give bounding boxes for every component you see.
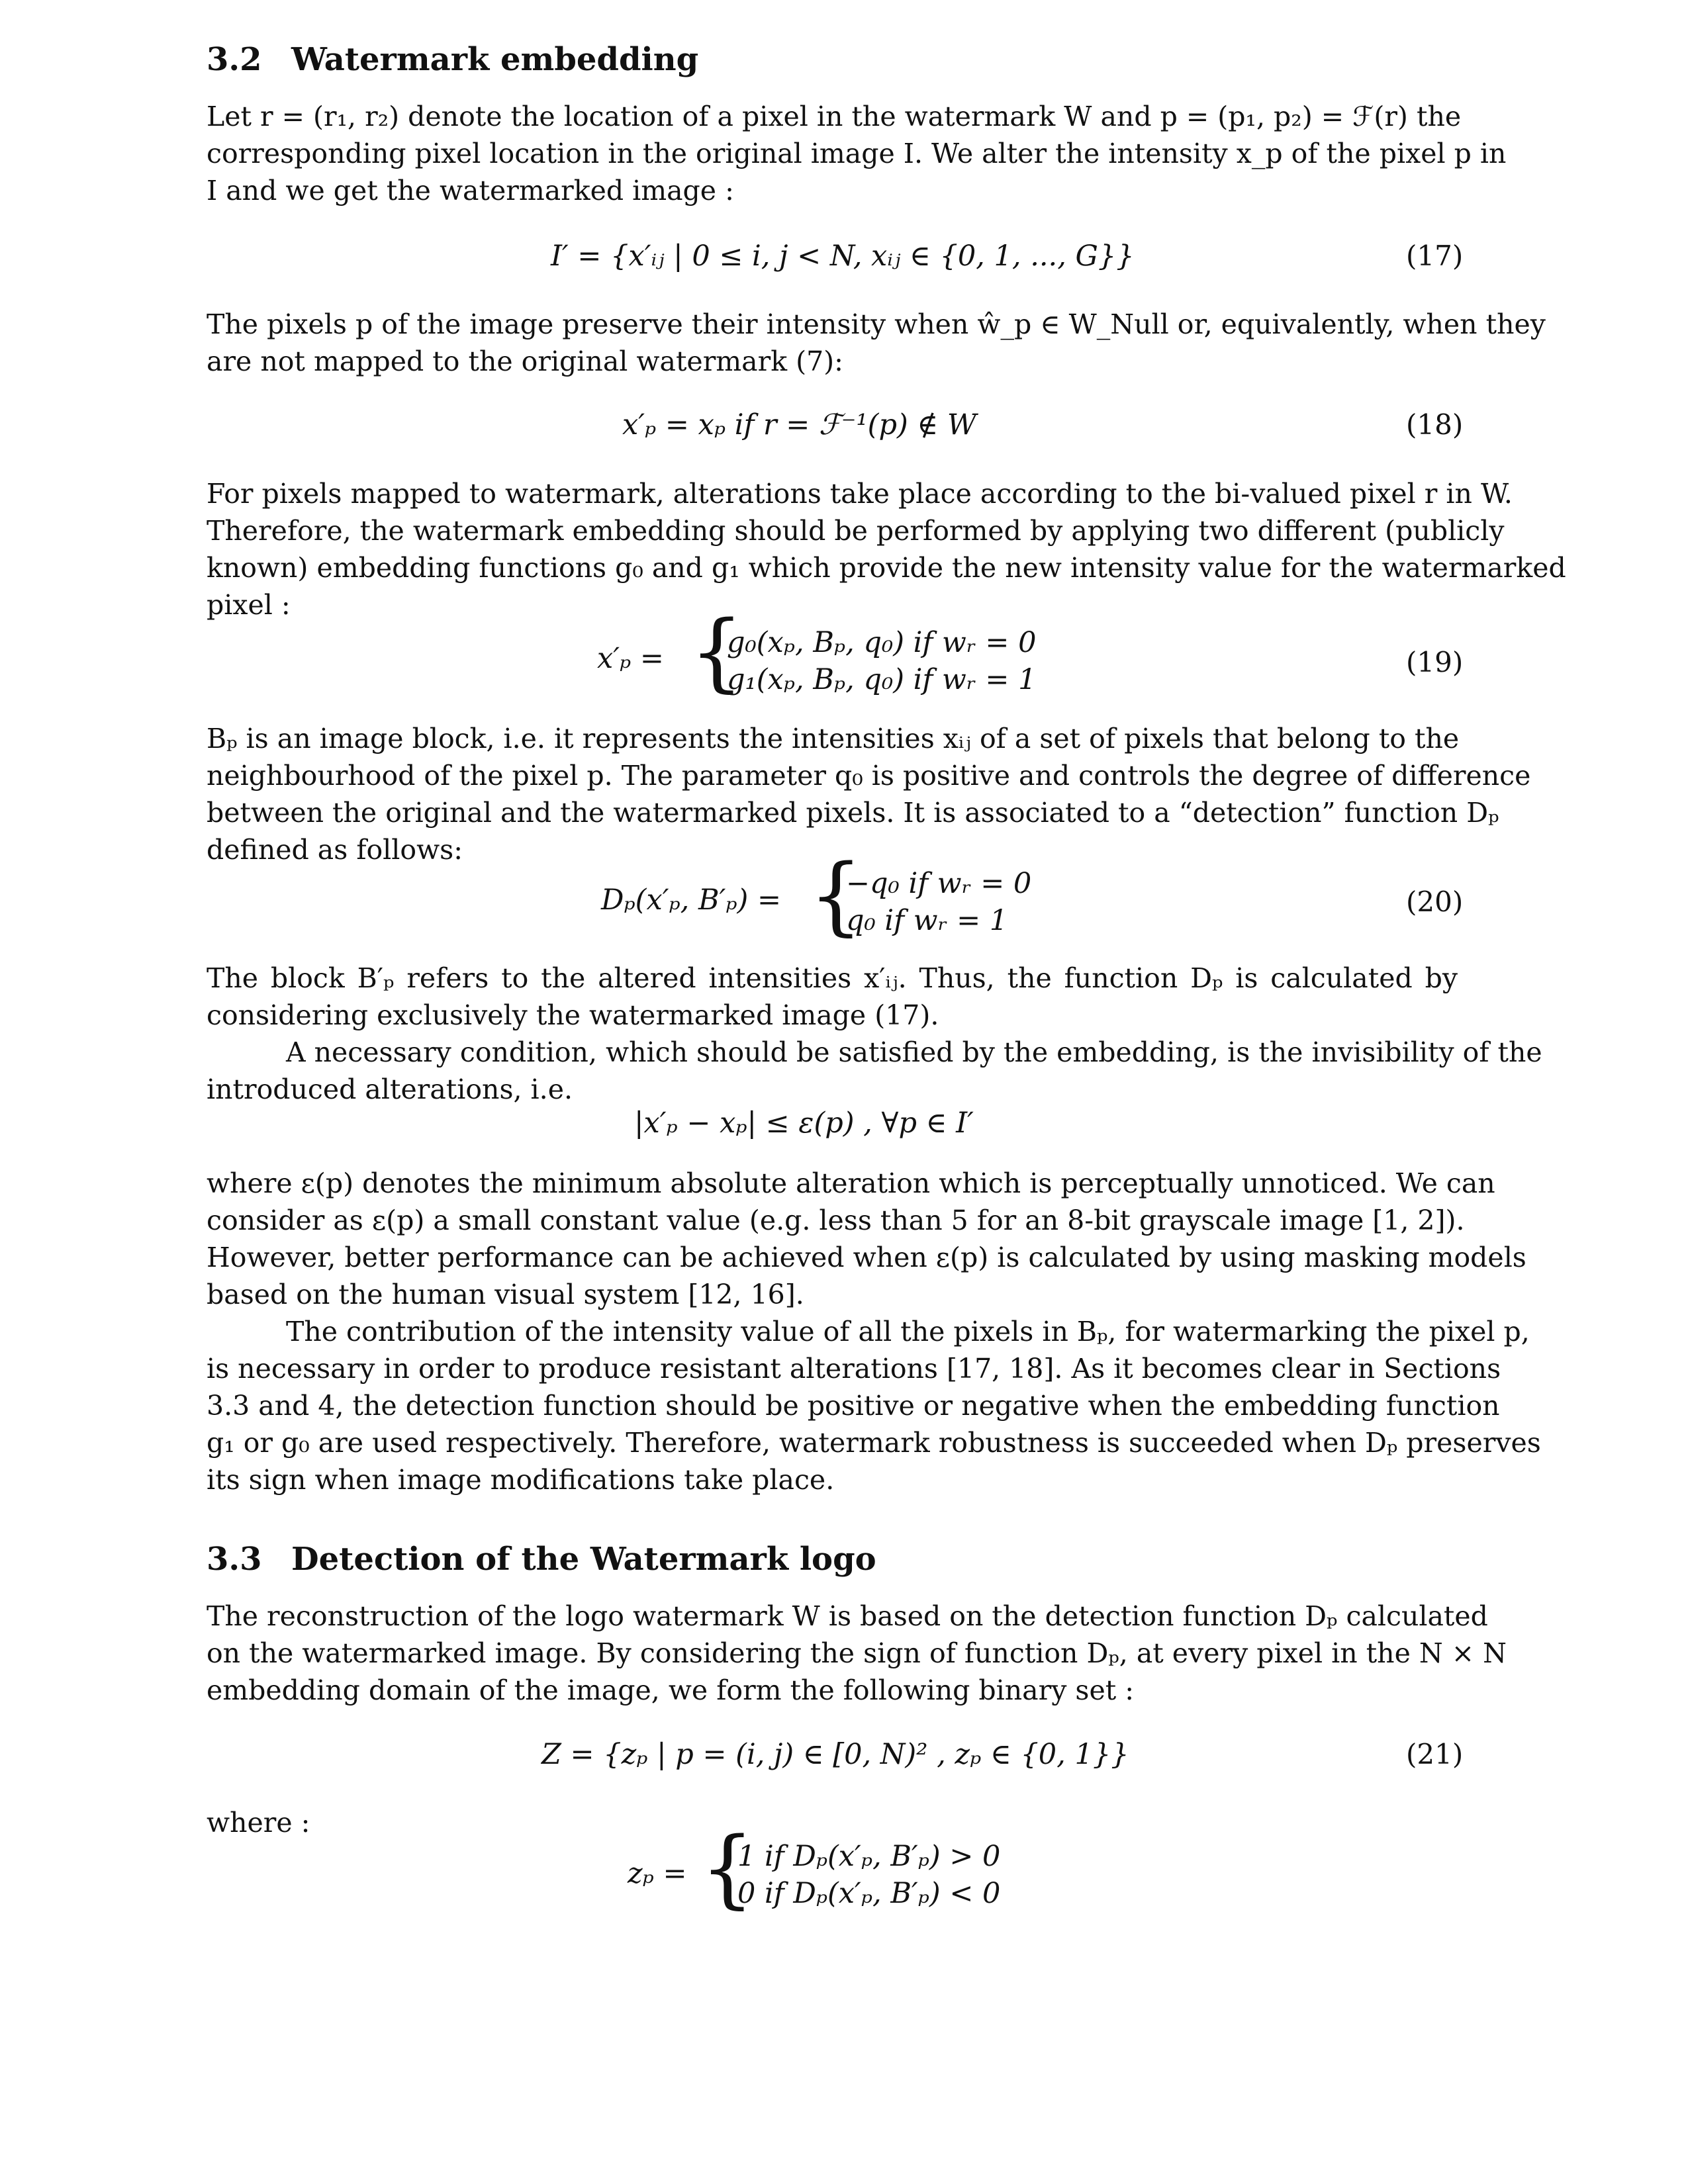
equation-zp-case-2: 0 if Dₚ(x′ₚ, B′ₚ) < 0 bbox=[737, 1877, 1001, 1910]
equation-20-lhs: Dₚ(x′ₚ, B′ₚ) = bbox=[601, 884, 782, 917]
text-line: The block B′ₚ refers to the altered intensities x′ᵢⱼ. Thus, the function Dₚ is calculated by bbox=[207, 962, 1458, 994]
equation-19-lhs: x′ₚ = bbox=[597, 642, 664, 675]
equation-17: I′ = {x′ᵢⱼ | 0 ≤ i, j < N, xᵢⱼ ∈ {0, 1, ..., G}} bbox=[551, 240, 1135, 273]
equation-19-case-2: g₁(xₚ, Bₚ, q₀) if wᵣ = 1 bbox=[727, 663, 1037, 696]
equation-zp-case-1: 1 if Dₚ(x′ₚ, B′ₚ) > 0 bbox=[737, 1840, 1001, 1873]
equation-18: x′ₚ = xₚ if r = ℱ⁻¹(p) ∉ W bbox=[622, 408, 977, 441]
text-line: its sign when image modifications take place. bbox=[207, 1464, 835, 1496]
section-number: 3.3 bbox=[207, 1541, 262, 1578]
text-line: However, better performance can be achieved when ε(p) is calculated by using masking models bbox=[207, 1242, 1526, 1273]
section-title: Detection of the Watermark logo bbox=[291, 1541, 876, 1578]
paragraph-intro bbox=[207, 98, 1507, 209]
text-line: neighbourhood of the pixel p. The parameter q₀ is positive and controls the degree of difference bbox=[207, 760, 1531, 792]
paragraph-alteration bbox=[207, 1165, 1541, 1498]
text-line: The reconstruction of the logo watermark W is based on the detection function Dₚ calculated bbox=[207, 1600, 1488, 1632]
text-line: between the original and the watermarked pixels. It is associated to a “detection” function Dₚ bbox=[207, 797, 1499, 829]
text-line: Let r = (r₁, r₂) denote the location of a pixel in the watermark W and p = (p₁, p₂) = ℱ(r) the bbox=[207, 101, 1462, 132]
text-line: defined as follows: bbox=[207, 834, 463, 866]
section-heading-3-3 bbox=[207, 1541, 876, 1578]
paragraph-embedding-functions bbox=[207, 475, 1566, 623]
equation-21: Z = {zₚ | p = (i, j) ∈ [0, N)² , zₚ ∈ {0, 1}} bbox=[541, 1738, 1129, 1771]
text-line: The contribution of the intensity value of all the pixels in Bₚ, for watermarking the pixel p, bbox=[286, 1316, 1530, 1347]
text-line: on the watermarked image. By considering the sign of function Dₚ, at every pixel in the N × N bbox=[207, 1637, 1507, 1669]
left-brace: { bbox=[690, 603, 744, 702]
text-line: The pixels p of the image preserve their intensity when ŵ_p ∈ W_Null or, equivalently, when they bbox=[207, 308, 1546, 340]
equation-19-case-1: g₀(xₚ, Bₚ, q₀) if wᵣ = 0 bbox=[727, 626, 1037, 659]
equation-20-case-2: q₀ if wᵣ = 1 bbox=[846, 904, 1008, 937]
left-brace: { bbox=[700, 1819, 755, 1918]
equation-20-case-1: −q₀ if wᵣ = 0 bbox=[846, 867, 1032, 900]
equation-number-19: (19) bbox=[1406, 646, 1464, 678]
left-brace: { bbox=[809, 846, 863, 945]
text-line: corresponding pixel location in the original image I. We alter the intensity x_p of the pixel p in bbox=[207, 138, 1507, 169]
where-label: where : bbox=[207, 1807, 310, 1839]
text-line: are not mapped to the original watermark (7): bbox=[207, 345, 843, 377]
paragraph-altered-block bbox=[207, 960, 1542, 1108]
equation-number-20: (20) bbox=[1406, 886, 1464, 918]
equation-number-18: (18) bbox=[1406, 408, 1464, 441]
paragraph-reconstruction bbox=[207, 1598, 1507, 1709]
text-line: where ε(p) denotes the minimum absolute alteration which is perceptually unnoticed. We can bbox=[207, 1167, 1495, 1199]
text-line: is necessary in order to produce resistant alterations [17, 18]. As it becomes clear in Sections bbox=[207, 1353, 1501, 1385]
text-line: 3.3 and 4, the detection function should be positive or negative when the embedding function bbox=[207, 1390, 1500, 1422]
section-number: 3.2 bbox=[207, 41, 262, 78]
equation-number-21: (21) bbox=[1406, 1738, 1464, 1770]
text-line: Bₚ is an image block, i.e. it represents the intensities xᵢⱼ of a set of pixels that belong to the bbox=[207, 723, 1460, 754]
paragraph-preserve bbox=[207, 306, 1546, 380]
equation-invisibility: |x′ₚ − xₚ| ≤ ε(p) , ∀p ∈ I′ bbox=[634, 1107, 974, 1140]
equation-number-17: (17) bbox=[1406, 240, 1464, 272]
text-line: considering exclusively the watermarked image (17). bbox=[207, 999, 939, 1031]
text-line: A necessary condition, which should be satisfied by the embedding, is the invisibility of the bbox=[286, 1036, 1542, 1068]
equation-zp-lhs: zₚ = bbox=[628, 1857, 687, 1890]
text-line: introduced alterations, i.e. bbox=[207, 1073, 573, 1105]
text-line: based on the human visual system [12, 16]. bbox=[207, 1279, 804, 1310]
text-line: Therefore, the watermark embedding should be performed by applying two different (publicly bbox=[207, 515, 1505, 547]
text-line: For pixels mapped to watermark, alterations take place according to the bi-valued pixel r in W. bbox=[207, 478, 1513, 510]
text-line: pixel : bbox=[207, 589, 291, 621]
section-heading-3-2 bbox=[207, 41, 698, 78]
section-title: Watermark embedding bbox=[291, 41, 699, 78]
text-line: I and we get the watermarked image : bbox=[207, 175, 734, 206]
text-line: embedding domain of the image, we form the following binary set : bbox=[207, 1674, 1135, 1706]
text-line: consider as ε(p) a small constant value (e.g. less than 5 for an 8-bit grayscale image [1, 2]). bbox=[207, 1205, 1465, 1236]
text-line: known) embedding functions g₀ and g₁ which provide the new intensity value for the watermarked bbox=[207, 552, 1566, 584]
text-line: g₁ or g₀ are used respectively. Therefore, watermark robustness is succeeded when Dₚ preserves bbox=[207, 1427, 1541, 1459]
